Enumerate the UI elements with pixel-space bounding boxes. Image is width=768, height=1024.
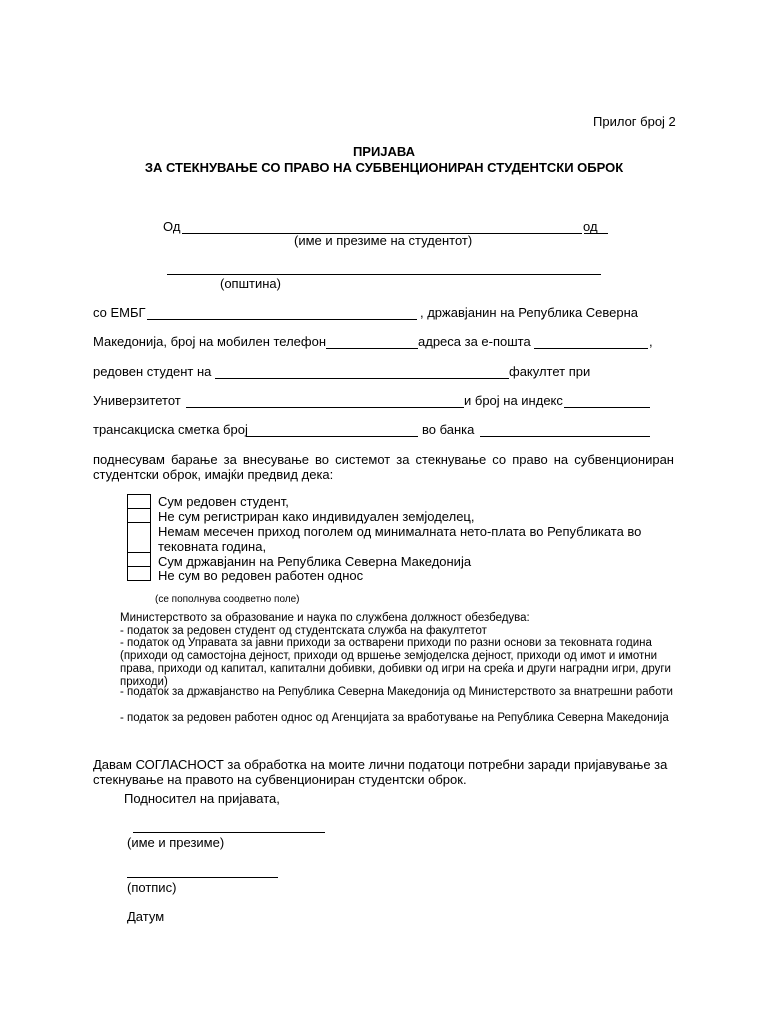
ministry-item-income: - податок од Управата за јавни приходи за остварени приходи по разни основи за тековната година (приходи од самостојна дејност, приходи од вршење земјоделска дејност, приходи од имот и имотни права, приходи од капитал, капитални добивки, добивки од игри на среќа и други наградни игри, други приходи) [120,637,671,688]
ministry-item-student: - податок за редовен студент од студентската служба на факултетот [120,625,487,637]
citizen-text: , државјанин на Република Северна [420,305,639,320]
applicant-label: Подносител на пријавата, [124,791,280,806]
index-line[interactable] [564,407,650,408]
phone-label: Македонија, број на мобилен телефон [93,334,327,349]
attachment-number: Прилог број 2 [593,114,676,129]
ministry-heading: Министерството за образование и наука по службена должност обезбедува: [120,612,530,624]
of-label: од [583,219,598,234]
bank-label: во банка [422,422,475,437]
checkbox-not-farmer[interactable] [127,508,151,523]
request-paragraph: поднесувам барање за внесување во системот за стекнување со право на субвенциониран студентски оброк, имајќи предвид дека: [93,452,674,482]
condition-not-employed: Не сум во редовен работен однос [158,568,364,583]
university-label: Универзитетот [93,393,181,408]
consent-paragraph: Давам СОГЛАСНОСТ за обработка на моите лични податоци потребни заради пријавување за стекнување на правото на субвенциониран студентски оброк. [93,757,668,787]
name-caption: (име и презиме на студентот) [294,233,473,248]
faculty-label: факултет при [509,364,591,379]
phone-line[interactable] [326,348,418,349]
index-label: и број на индекс [464,393,563,408]
email-line[interactable] [534,348,648,349]
checkbox-no-income[interactable] [127,522,151,553]
condition-no-income-cont: тековната година, [158,539,267,554]
university-line[interactable] [186,407,464,408]
account-label: трансакциска сметка број [93,422,248,437]
faculty-line[interactable] [215,378,509,379]
condition-not-farmer: Не сум регистриран како индивидуален земјоделец, [158,509,475,524]
municipality-line[interactable] [167,274,601,275]
form-title: ПРИЈАВА [352,144,416,159]
checkbox-regular-student[interactable] [127,494,151,509]
municipality-caption: (општина) [220,276,281,291]
name-signature-caption: (име и презиме) [127,835,225,850]
checkbox-not-employed[interactable] [127,566,151,581]
signature-line[interactable] [127,877,278,878]
email-comma: , [649,334,653,349]
name-signature-line[interactable] [133,832,325,833]
account-line[interactable] [246,436,418,437]
signature-caption: (потпис) [127,880,177,895]
regular-student-label: редовен студент на [93,364,212,379]
form-subtitle: ЗА СТЕКНУВАЊЕ СО ПРАВО НА СУБВЕНЦИОНИРАН СТУДЕНТСКИ ОБРОК [144,160,624,175]
condition-regular-student: Сум редовен студент, [158,494,289,509]
bank-line[interactable] [480,436,650,437]
ministry-item-citizenship: - податок за државјанство на Република Северна Македонија од Министерството за внатрешни работи [120,686,673,698]
checkbox-citizen[interactable] [127,552,151,567]
date-label: Датум [127,909,165,924]
embg-label: со ЕМБГ [93,305,146,320]
condition-no-income: Немам месечен приход поголем од минималната нето-плата во Републиката во [158,524,642,539]
embg-line[interactable] [147,319,417,320]
ministry-item-employment: - податок за редовен работен однос од Агенцијата за вработување на Република Северна Македонија [120,712,669,724]
of-underline [584,233,608,234]
from-label: Од [163,219,181,234]
email-label: адреса за е-пошта [418,334,531,349]
condition-citizen: Сум државјанин на Република Северна Македонија [158,554,472,569]
fill-note: (се пополнува соодветно поле) [155,594,300,605]
